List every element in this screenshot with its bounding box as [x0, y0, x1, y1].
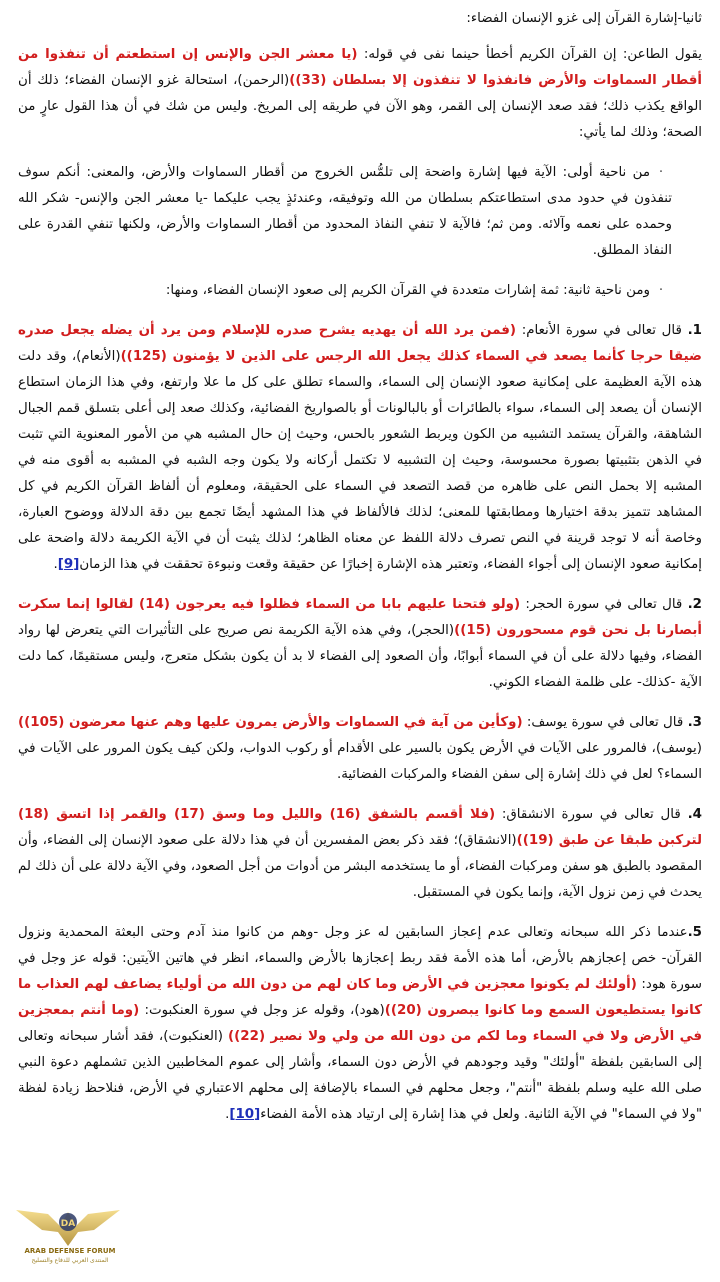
bullet-text: ومن ناحية ثانية: ثمة إشارات متعددة في القرآن الكريم إلى صعود الإنسان الفضاء، ومنها: — [165, 283, 650, 298]
intro-text-a: يقول الطاعن: إن القرآن الكريم أخطأ حينما نفى في قوله: — [357, 47, 703, 62]
item-text: (الانشقاق)؛ فقد ذكر بعض المفسرين أن في هذا دلالة على صعود الإنسان إلى الفضاء، وأن المقصود بالطبق هو سفن ومركبات الفضاء، أو ما يستخدمه البشر من أدوات من أجل الصعود، وفي الآية دلالة على أن ذلك لم يحدث في زمن نزول الآية، وإنما يكون في المستقبل. — [18, 833, 702, 900]
item-number: 4. — [687, 807, 702, 822]
item-text: (الحجر)، وفي هذه الآية الكريمة نص صريح على التأثيرات التي يتعرض لها رواد الفضاء، وفيها دلالة على أن في السماء أبوابًا، وأن الصعود إلى الفضاء لا بد أن يكون بشكل متعرج، وليس مستقيمًا، كما دلت الآية -كذلك- على ظلمة الفضاء الكوني. — [18, 623, 702, 690]
section-heading: ثانيا-إشارة القرآن إلى غزو الإنسان الفضاء: — [466, 11, 702, 26]
bullet-icon: · — [658, 283, 664, 298]
quran-quote: (يا معشر الجن والإنس إن استطعتم أن تنفذوا من أقطار السماوات والأرض فانفذوا لا تنفذون إلا بسلطان (33)) — [18, 47, 702, 88]
footnote-link[interactable]: [10] — [229, 1107, 261, 1122]
quran-quote: (أولئك لم يكونوا معجزين في الأرض وما كان لهم من دون الله من أولياء يضاعف لهم العذاب ما كانوا يستطيعون السمع وما كانوا يبصرون (20)) — [18, 977, 702, 1018]
bullet-point-first — [18, 160, 702, 264]
list-item-1 — [18, 318, 702, 578]
quran-quote: (ولو فتحنا عليهم بابا من السماء فظلوا فيه يعرجون (14) لقالوا إنما سكرت أبصارنا بل نحن قوم مسحورون (15)) — [18, 597, 702, 638]
intro-text-b: (الرحمن)، استحالة غزو الإنسان الفضاء؛ ذلك أن الواقع يكذب ذلك؛ فقد صعد الإنسان إلى القمر، وهو الآن في طريقه إلى المريخ. وليس من شك في أن هذا القول عارٍ من الصحة؛ وذلك لما يأتي: — [18, 73, 702, 140]
item-text: . — [225, 1107, 230, 1122]
forum-watermark-logo — [8, 1192, 128, 1276]
list-item-3 — [18, 710, 702, 788]
item-text: . — [53, 557, 58, 572]
item-text: (هود)، وقوله عز وجل في سورة العنكبوت: — [139, 1003, 385, 1018]
item-number: 5. — [687, 925, 702, 940]
list-item-4 — [18, 802, 702, 906]
item-text: عندما ذكر الله سبحانه وتعالى عدم إعجاز السابقين له عز وجل -وهم من كانوا منذ آدم وحتى البعثة المحمدية ونزول القرآن- خص إعجازهم بالأرض، أما هذه الأمة فقد ربط إعجازها بالأرض والسماء، انظر في هاتين الآيتين: قوله عز وجل في سورة هود: — [18, 925, 703, 992]
item-text: قال تعالى في سورة الأنعام: — [516, 323, 688, 338]
intro-paragraph — [18, 42, 702, 146]
quran-quote: (فمن يرد الله أن يهديه يشرح صدره للإسلام ومن يرد أن يضله يجعل صدره ضيقا حرجا كأنما يصعد في السماء كذلك يجعل الله الرجس على الذين لا يؤمنون (125)) — [18, 323, 702, 364]
item-text: (العنكبوت)، فقد أشار سبحانه وتعالى إلى السابقين بلفظة "أولئك" وقيد وجودهم في الأرض دون السماء، وأشار إلى عموم المخاطبين الذين تشملهم دعوة النبي صلى الله عليه وسلم بلفظة "أنتم"، وجعل محلهم في السماء بالإضافة إلى محلهم الاعتباري في الأرض، فنلاحظ زيادة لفظة "ولا في السماء" في الآية الثانية. ولعل في هذا إشارة إلى ارتياد هذه الأمة الفضاء — [18, 1029, 702, 1122]
list-item-2 — [18, 592, 702, 696]
item-number: 1. — [687, 323, 702, 338]
item-text: قال تعالى في سورة الانشقاق: — [495, 807, 688, 822]
bullet-text: من ناحية أولى: الآية فيها إشارة واضحة إلى تلمُّس الخروج من أقطار السماوات والأرض، والمعنى: أنكم سوف تنفذون في حدود مدى استطاعتكم بسلطان من الله وتوفيقه، وعندئذٍ يجب عليكما -يا معشر الجن والإنس- شكر الله وحمده على نعمه وآلائه. ومن ثم؛ فالآية لا تنفي النفاذ المحدود من أقطار السماوات والأرض، ولكنها تنفي القدرة على النفاذ المطلق. — [18, 165, 672, 258]
forum-name: ARAB DEFENSE FORUM — [24, 1247, 116, 1255]
item-text: قال تعالى في سورة الحجر: — [520, 597, 688, 612]
bullet-icon: · — [658, 165, 664, 180]
item-number: 3. — [687, 715, 702, 730]
list-item-5 — [18, 920, 702, 1128]
logo-initials: DA — [60, 1219, 76, 1229]
item-text: (يوسف)، فالمرور على الآيات في الأرض يكون بالسير على الأقدام أو ركوب الدواب، ولكن كيف يكون المرور على الآيات في السماء؟ لعل في ذلك إشارة إلى سفن الفضاء والمركبات الفضائية. — [18, 741, 702, 782]
footnote-link[interactable]: [9] — [57, 557, 80, 572]
quran-quote: (وكأين من آية في السماوات والأرض يمرون عليها وهم عنها معرضون (105)) — [18, 715, 523, 730]
quran-quote: (وما أنتم بمعجزين في الأرض ولا في السماء وما لكم من دون الله من ولي ولا نصير (22)) — [18, 1003, 702, 1044]
quran-quote: (فلا أقسم بالشفق (16) والليل وما وسق (17) والقمر إذا اتسق (18) لتركبن طبقا عن طبق (19)) — [18, 807, 702, 848]
item-text: (الأنعام)، وقد دلت هذه الآية العظيمة على إمكانية صعود الإنسان إلى السماء، والسماء تطلق على كل ما علا وارتفع، وفي هذا الزمان استطاع الإنسان أن يصعد إلى السماء، سواء بالطائرات أو بالبالونات أو بالصواريخ الفضائية، وكذلك صعد إلى أعلى بتسلق قمم الجبال الشاهقة، والقرآن يستمد التشبيه من الكون ويربط الشعور بالحس، وحيث إن حال المشبه هي من الأمور المعنوية التي تثبت في الذهن بتثبيتها بصورة محسوسة، وحيث إن التشبيه لا تكتمل أركانه ولا يكون وجه الشبه في المشبه به أقوى منه في المشبه إلا بحمل النص على ظاهره من قصد التصعد في السماء على الحقيقة، ومعلوم أن ألفاظ القرآن الكريم في كل المشاهد تتميز بدقة اختيارها ومطابقتها للمعنى؛ لذلك فالألفاظ في هذا المشهد أيضًا تجمع بين دقة الدلالة ووضوح العبارة، وخاصة أنه لا توجد قرينة في النص تصرف دلالة اللفظ عن معناه الظاهر؛ لذلك يثبت أن في الآية الكريمة دلالة واضحة على إمكانية صعود الإنسان إلى أجواء الفضاء، وتعتبر هذه الإشارة إخبارًا عن حقيقة وقعت ونبوءة تحققت في هذا الزمان — [18, 349, 702, 572]
item-number: 2. — [687, 597, 702, 612]
item-text: قال تعالى في سورة يوسف: — [522, 715, 688, 730]
forum-name-arabic: المنتدى العربي للدفاع والتسليح — [31, 1257, 109, 1264]
bullet-point-second — [18, 278, 702, 304]
